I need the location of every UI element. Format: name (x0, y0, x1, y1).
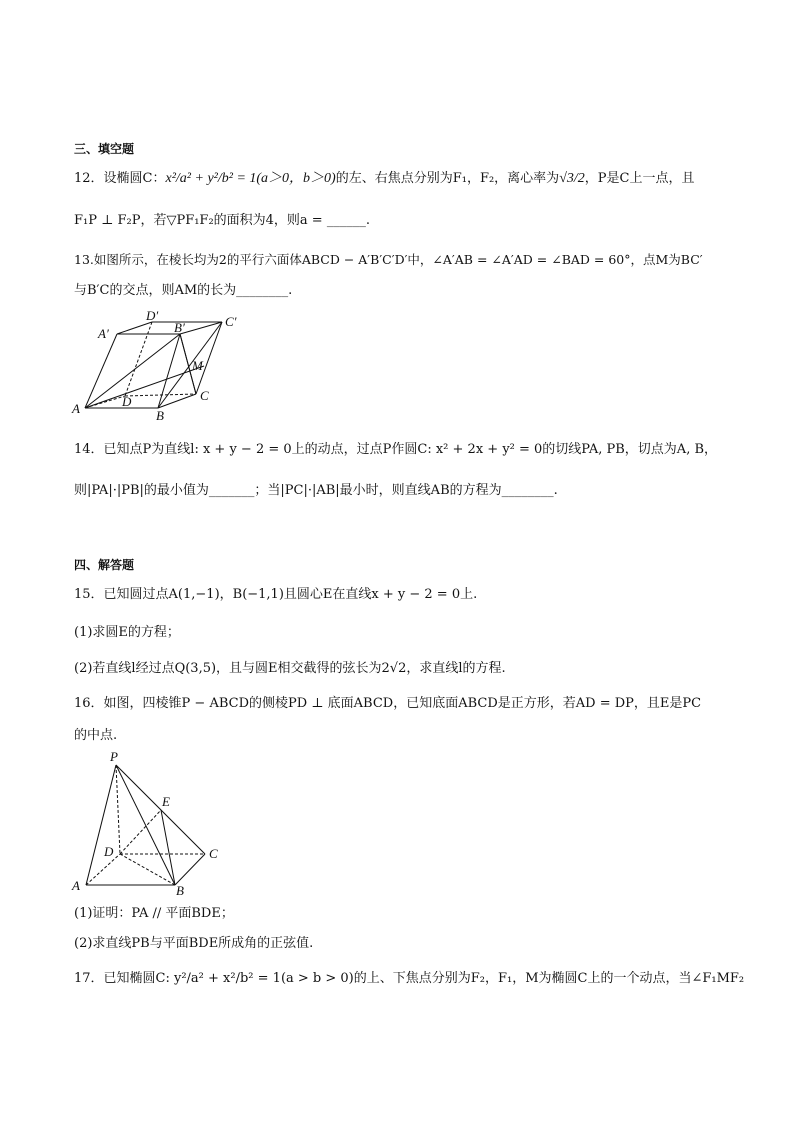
q12-ellipse-equation: x²/a² + y²/b² = 1(a＞0，b＞0) (165, 171, 336, 186)
edge-aa1 (85, 334, 117, 408)
edge-a1d1 (117, 322, 152, 334)
question-15-part-1: (1)求圆E的方程； (74, 625, 180, 640)
hidden-segment-de (120, 810, 161, 854)
question-13-line-2: 与B′C的交点，则AM的长为________. (74, 283, 293, 298)
label-D: D (122, 394, 132, 409)
question-15-line-1: 15．已知圆过点A(1,−1)，B(−1,1)且圆心E在直线x + y − 2 = 0上. (74, 587, 478, 602)
label-C1: C′ (225, 314, 237, 329)
label-D: D (104, 844, 114, 859)
section-title-fill-in: 三、填空题 (74, 142, 135, 156)
question-14-line-2: 则|PA|·|PB|的最小值为_______；当|PC|·|AB|最小时，则直线AB的方程为________. (74, 483, 558, 498)
question-14-line-1: 14．已知点P为直线l: x + y − 2 = 0上的动点，过点P作圆C: x² + 2x + y² = 0的切线PA, PB，切点为A, B， (74, 442, 718, 457)
question-16-part-2: (2)求直线PB与平面BDE所成角的正弦值. (74, 936, 314, 951)
label-P: P (110, 749, 118, 764)
figure-pyramid (70, 748, 230, 898)
hidden-edge-ad (86, 854, 120, 885)
edge-pc (116, 765, 205, 854)
label-B1: B′ (174, 320, 185, 335)
label-A: A (72, 401, 80, 416)
question-12-line-2: F₁P ⊥ F₂P，若▽PF₁F₂的面积为4，则a = ______. (74, 213, 370, 228)
edge-bc (175, 854, 205, 885)
edge-bb1 (158, 334, 180, 408)
figure-parallelepiped (70, 308, 260, 420)
question-12-line-1 (74, 170, 694, 188)
q12-text-1: 的左、右焦点分别为F₁，F₂，离心率为 (335, 171, 560, 186)
hidden-segment-db (120, 854, 175, 885)
section-title-answer: 四、解答题 (74, 558, 135, 572)
question-16-line-1: 16．如图，四棱锥P − ABCD的侧棱PD ⊥ 底面ABCD，已知底面ABCD是正方形，若AD = DP，且E是PC (74, 696, 702, 711)
question-16-line-2: 的中点. (74, 728, 118, 743)
hidden-edge-ad (85, 396, 125, 408)
label-B: B (156, 408, 164, 420)
question-16-part-1: (1)证明：PA // 平面BDE； (74, 906, 234, 921)
label-A1: A′ (98, 326, 109, 341)
hidden-edge-dc (125, 394, 196, 396)
label-D1: D′ (146, 308, 159, 323)
question-13-line-1: 13.如图所示，在棱长均为2的平行六面体ABCD − A′B′C′D′中，∠A′AB = ∠A′AD = ∠BAD = 60°，点M为BC′ (74, 252, 703, 267)
question-15-part-2: (2)若直线l经过点Q(3,5)，且与圆E相交截得的弦长为2√2，求直线l的方程. (74, 661, 506, 676)
segment-am (85, 366, 204, 408)
q12-prefix: 12．设椭圆C： (74, 171, 166, 186)
label-E: E (162, 794, 170, 809)
label-A: A (72, 878, 80, 893)
q12-text-2: ，P是C上一点，且 (584, 171, 695, 186)
edge-pa (86, 765, 116, 885)
edge-b1c1 (180, 322, 222, 334)
q12-eccentricity: √3/2 (559, 171, 585, 186)
label-C: C (200, 388, 209, 403)
label-B: B (176, 883, 184, 898)
hidden-edge-pd (116, 765, 120, 854)
label-M: M (192, 358, 203, 373)
question-17-line-1: 17．已知椭圆C: y²/a² + x²/b² = 1(a > b > 0)的上、下焦点分别为F₂，F₁，M为椭圆C上的一个动点，当∠F₁MF₂ (74, 971, 745, 986)
label-C: C (209, 846, 218, 861)
edge-pb (116, 765, 175, 885)
